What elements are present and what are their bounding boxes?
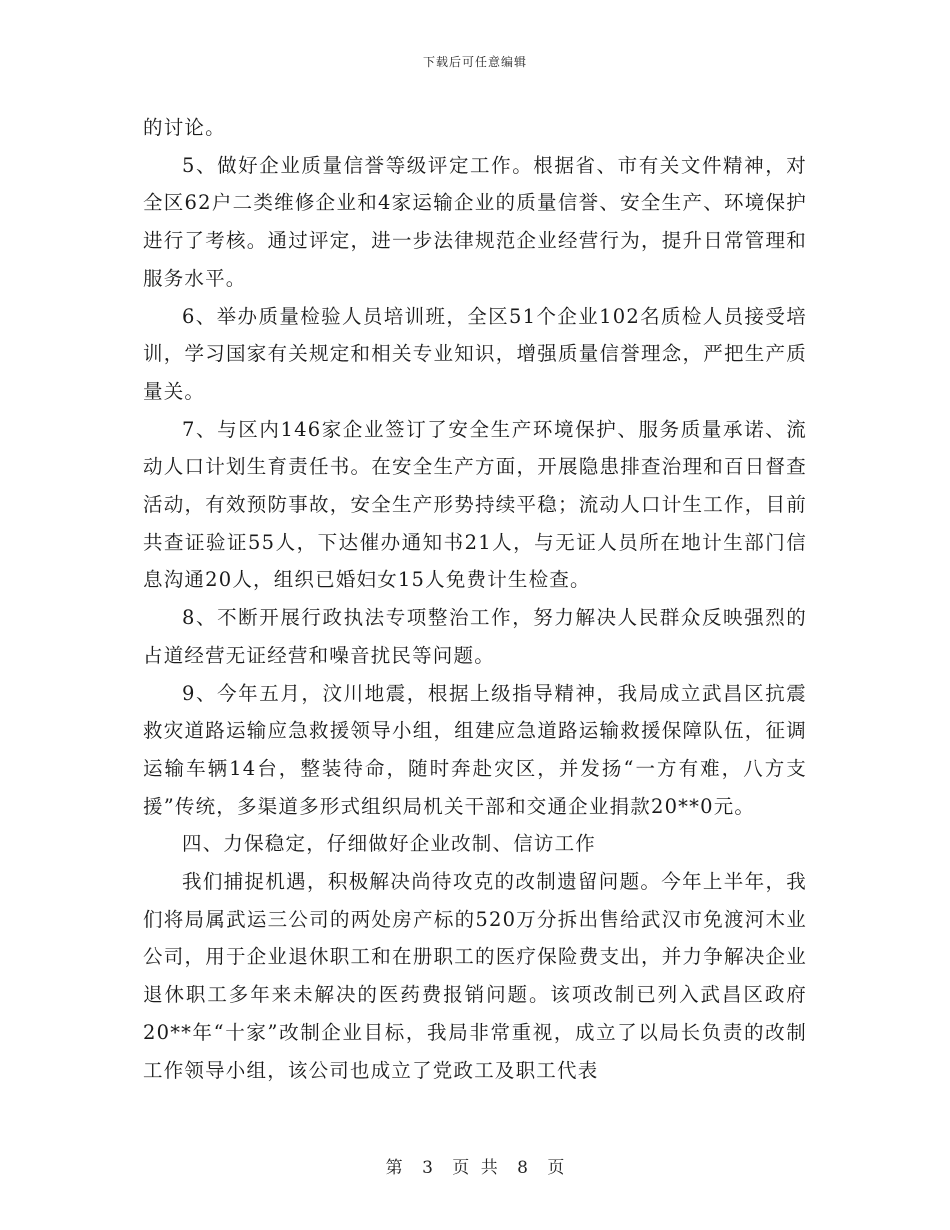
paragraph-item-5: 5、做好企业质量信誉等级评定工作。根据省、市有关文件精神，对全区62户二类维修企业和4家运输企业的质量信誉、安全生产、环境保护进行了考核。通过评定，进一步法律规范企业经营行为，提升日常管理和服务水平。: [143, 153, 807, 290]
page-footer: [0, 1153, 950, 1178]
paragraph-reform: 我们捕捉机遇，积极解决尚待攻克的改制遗留问题。今年上半年，我们将局属武运三公司的两处房产标的520万分拆出售给武汉市免渡河木业公司，用于企业退休职工和在册职工的医疗保险费支出，并力争解决企业退休职工多年来未解决的医药费报销问题。该项改制已列入武昌区政府20**年“十家”改制企业目标，我局非常重视，成立了以局长负责的改制工作领导小组，该公司也成立了党政工及职工代表: [143, 870, 807, 1082]
document-body: [143, 109, 807, 1089]
footer-middle: 页 共: [452, 1158, 498, 1178]
paragraph-continuation: 的讨论。: [143, 116, 226, 139]
paragraph-item-9: 9、今年五月，汶川地震，根据上级指导精神，我局成立武昌区抗震救灾道路运输应急救援领导小组，组建应急道路运输救援保障队伍，征调运输车辆14台，整装待命，随时奔赴灾区，并发扬“一方有难，八方支援”传统，多渠道多形式组织局机关干部和交通企业捐款20**0元。: [143, 681, 807, 818]
paragraph-item-6: 6、举办质量检验人员培训班，全区51个企业102名质检人员接受培训，学习国家有关规定和相关专业知识，增强质量信誉理念，严把生产质量关。: [143, 304, 807, 403]
footer-page-number: 3: [422, 1158, 433, 1178]
page-header-note: 下载后可任意编辑: [422, 55, 527, 69]
footer-total-pages: 8: [517, 1158, 528, 1178]
paragraph-item-8: 8、不断开展行政执法专项整治工作，努力解决人民群众反映强烈的占道经营无证经营和噪音扰民等问题。: [143, 606, 807, 667]
paragraph-item-7: 7、与区内146家企业签订了安全生产环境保护、服务质量承诺、流动人口计划生育责任书。在安全生产方面，开展隐患排查治理和百日督查活动，有效预防事故，安全生产形势持续平稳；流动人口计生工作，目前共查证验证55人，下达催办通知书21人，与无证人员所在地计生部门信息沟通20人，组织已婚妇女15人免费计生检查。: [143, 417, 807, 592]
footer-prefix: 第: [385, 1158, 403, 1178]
footer-suffix: 页: [547, 1158, 565, 1178]
section-heading-4: 四、力保稳定，仔细做好企业改制、信访工作: [182, 832, 597, 856]
